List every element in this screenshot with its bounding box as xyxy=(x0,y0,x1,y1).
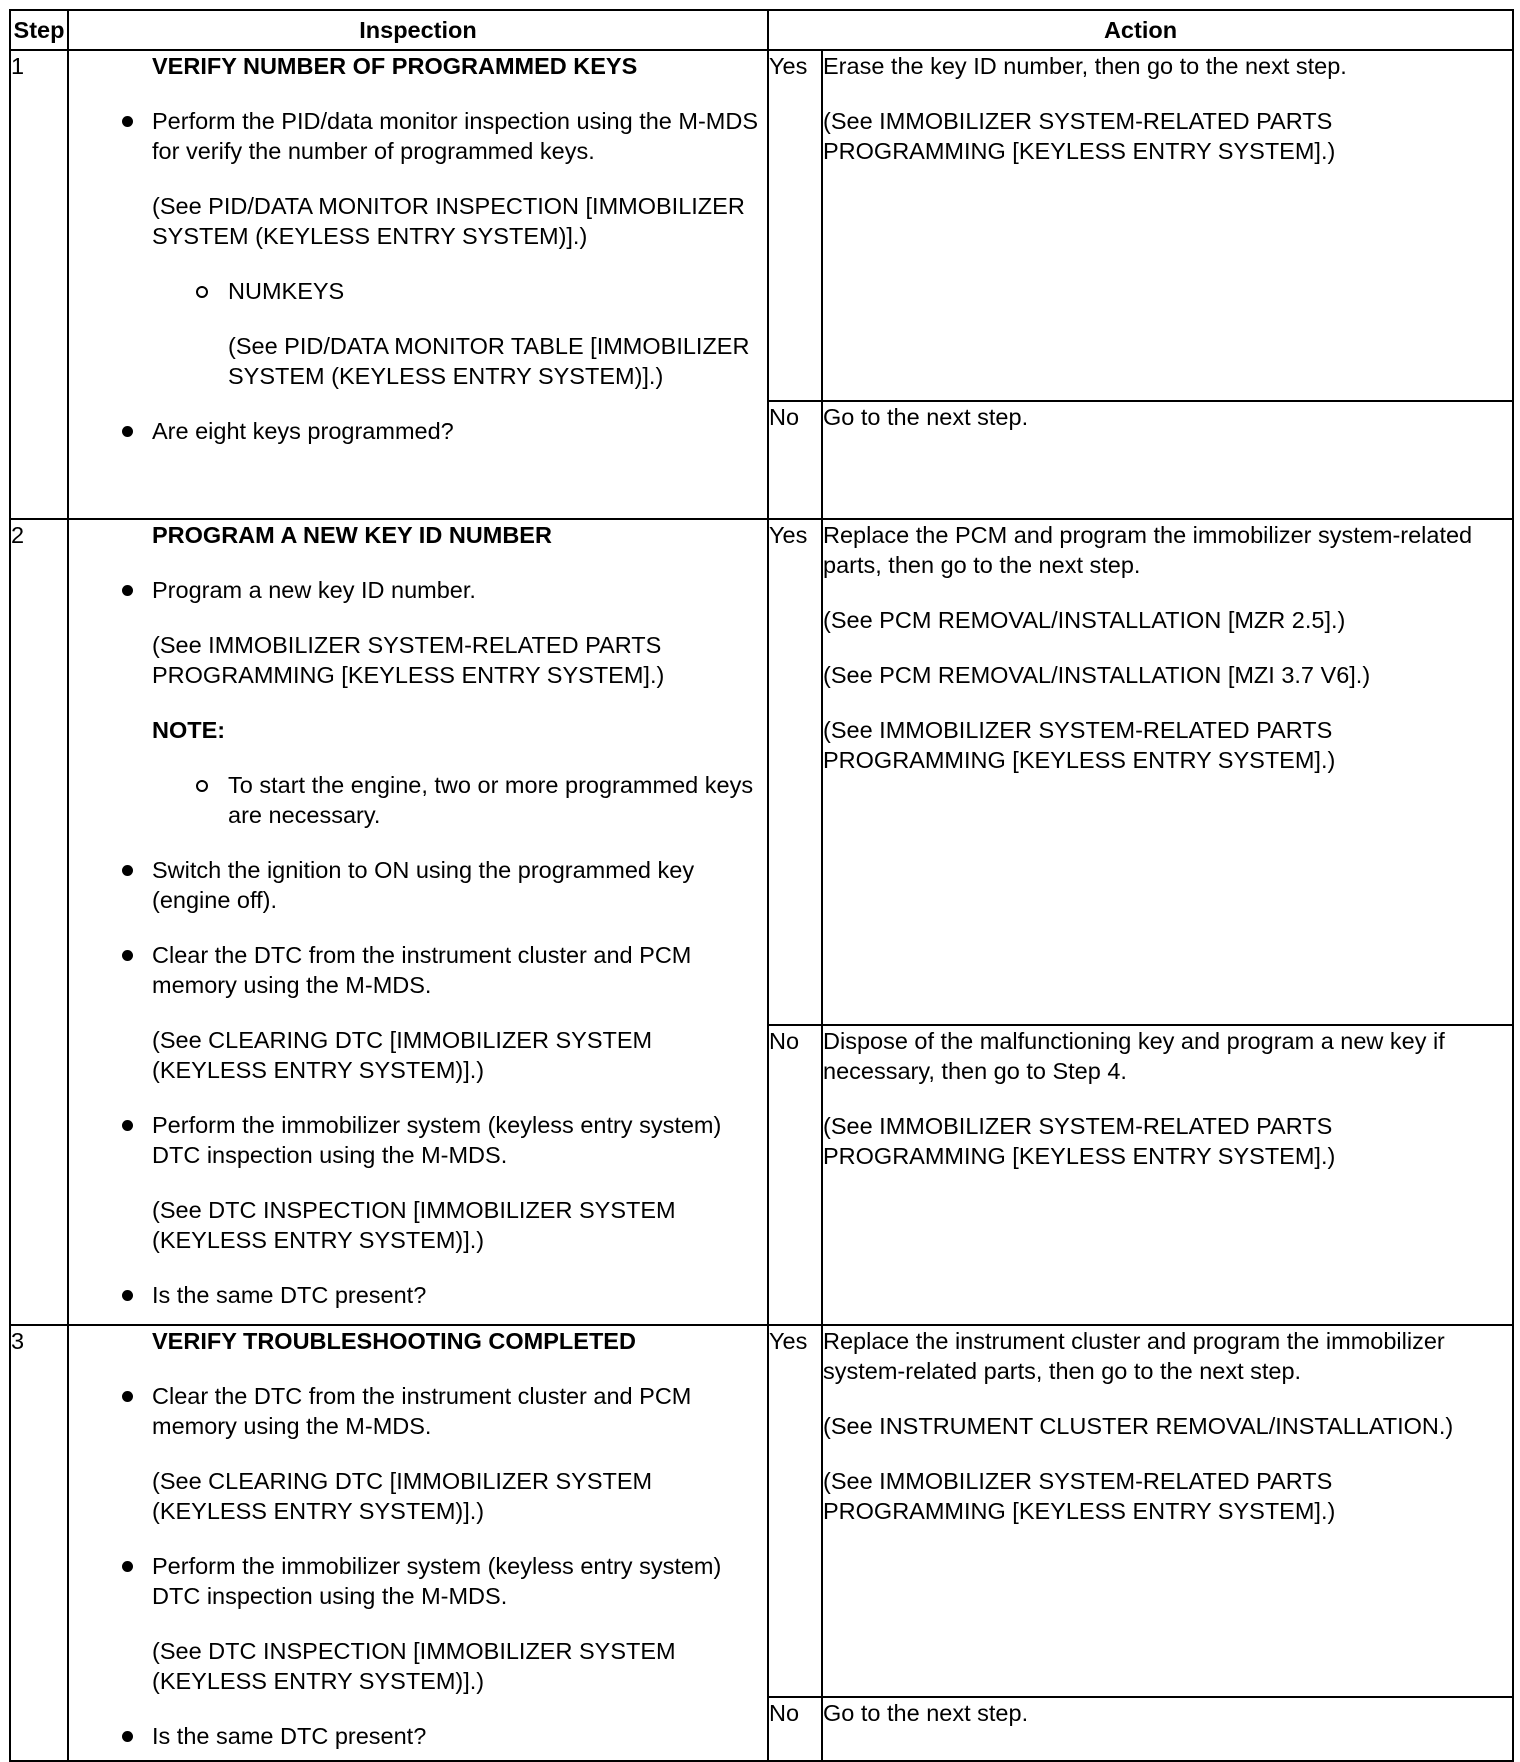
step-title: VERIFY TROUBLESHOOTING COMPLETED xyxy=(152,1328,636,1354)
yes-label: Yes xyxy=(768,519,822,1025)
action-cell-yes xyxy=(822,519,1513,1025)
no-label: No xyxy=(768,1697,822,1761)
note-item: To start the engine, two or more programmed keys are necessary. xyxy=(228,770,767,830)
inspection-sub-bullet: NUMKEYS xyxy=(228,276,767,306)
reference-text: (See CLEARING DTC [IMMOBILIZER SYSTEM (KEYLESS ENTRY SYSTEM)].) xyxy=(152,1468,653,1524)
note-label: NOTE: xyxy=(152,717,226,743)
table-row-step-2-yes xyxy=(10,519,1513,1025)
reference-text: (See DTC INSPECTION [IMMOBILIZER SYSTEM (KEYLESS ENTRY SYSTEM)].) xyxy=(152,1197,676,1253)
step-number: 1 xyxy=(10,50,68,519)
header-inspection: Inspection xyxy=(68,10,768,50)
action-cell-no xyxy=(822,1697,1513,1761)
action-reference: (See IMMOBILIZER SYSTEM-RELATED PARTS PROGRAMMING [KEYLESS ENTRY SYSTEM].) xyxy=(823,1468,1336,1524)
action-text: Dispose of the malfunctioning key and program a new key if necessary, then go to Step 4. xyxy=(823,1028,1445,1084)
action-text: Erase the key ID number, then go to the next step. xyxy=(823,53,1347,79)
inspection-bullet: Clear the DTC from the instrument cluster and PCM memory using the M-MDS. xyxy=(152,1381,767,1441)
action-text: Go to the next step. xyxy=(823,1700,1029,1726)
inspection-question: Are eight keys programmed? xyxy=(152,416,767,446)
header-row xyxy=(10,10,1513,50)
action-cell-no xyxy=(822,1025,1513,1325)
action-reference: (See IMMOBILIZER SYSTEM-RELATED PARTS PROGRAMMING [KEYLESS ENTRY SYSTEM].) xyxy=(823,108,1336,164)
action-reference: (See INSTRUMENT CLUSTER REMOVAL/INSTALLATION.) xyxy=(823,1413,1454,1439)
step-title: PROGRAM A NEW KEY ID NUMBER xyxy=(152,522,552,548)
table-row-step-1-yes xyxy=(10,50,1513,401)
troubleshooting-table xyxy=(9,9,1514,1762)
no-label: No xyxy=(768,401,822,519)
action-text: Go to the next step. xyxy=(823,404,1029,430)
yes-label: Yes xyxy=(768,1325,822,1697)
yes-label: Yes xyxy=(768,50,822,401)
step-number: 3 xyxy=(10,1325,68,1761)
action-cell-yes xyxy=(822,1325,1513,1697)
inspection-bullet: Perform the immobilizer system (keyless entry system) DTC inspection using the M-MDS. xyxy=(152,1551,767,1611)
reference-text: (See CLEARING DTC [IMMOBILIZER SYSTEM (KEYLESS ENTRY SYSTEM)].) xyxy=(152,1027,653,1083)
inspection-question: Is the same DTC present? xyxy=(152,1721,767,1751)
reference-text: (See IMMOBILIZER SYSTEM-RELATED PARTS PROGRAMMING [KEYLESS ENTRY SYSTEM].) xyxy=(152,632,665,688)
inspection-bullet: Perform the PID/data monitor inspection using the M-MDS for verify the number of programmed keys. xyxy=(152,106,767,166)
action-cell-no xyxy=(822,401,1513,519)
reference-text: (See PID/DATA MONITOR INSPECTION [IMMOBILIZER SYSTEM (KEYLESS ENTRY SYSTEM)].) xyxy=(152,193,745,249)
inspection-bullet: Clear the DTC from the instrument cluster and PCM memory using the M-MDS. xyxy=(152,940,767,1000)
step-number: 2 xyxy=(10,519,68,1325)
action-reference: (See IMMOBILIZER SYSTEM-RELATED PARTS PROGRAMMING [KEYLESS ENTRY SYSTEM].) xyxy=(823,717,1336,773)
inspection-question: Is the same DTC present? xyxy=(152,1280,767,1310)
reference-text: (See DTC INSPECTION [IMMOBILIZER SYSTEM (KEYLESS ENTRY SYSTEM)].) xyxy=(152,1638,676,1694)
inspection-bullet: Switch the ignition to ON using the programmed key (engine off). xyxy=(152,855,767,915)
step-title: VERIFY NUMBER OF PROGRAMMED KEYS xyxy=(152,53,638,79)
inspection-cell xyxy=(68,519,768,1325)
action-reference: (See PCM REMOVAL/INSTALLATION [MZI 3.7 V6].) xyxy=(823,662,1371,688)
table-row-step-3-yes xyxy=(10,1325,1513,1697)
header-action: Action xyxy=(768,10,1513,50)
inspection-bullet: Perform the immobilizer system (keyless entry system) DTC inspection using the M-MDS. xyxy=(152,1110,767,1170)
action-reference: (See IMMOBILIZER SYSTEM-RELATED PARTS PROGRAMMING [KEYLESS ENTRY SYSTEM].) xyxy=(823,1113,1336,1169)
reference-text: (See PID/DATA MONITOR TABLE [IMMOBILIZER SYSTEM (KEYLESS ENTRY SYSTEM)].) xyxy=(228,333,750,389)
no-label: No xyxy=(768,1025,822,1325)
inspection-cell xyxy=(68,1325,768,1761)
inspection-bullet: Program a new key ID number. xyxy=(152,575,767,605)
action-text: Replace the instrument cluster and program the immobilizer system-related parts, then go to the next step. xyxy=(823,1328,1445,1384)
header-step: Step xyxy=(10,10,68,50)
action-cell-yes xyxy=(822,50,1513,401)
inspection-cell xyxy=(68,50,768,519)
action-reference: (See PCM REMOVAL/INSTALLATION [MZR 2.5].) xyxy=(823,607,1346,633)
action-text: Replace the PCM and program the immobilizer system-related parts, then go to the next step. xyxy=(823,522,1473,578)
